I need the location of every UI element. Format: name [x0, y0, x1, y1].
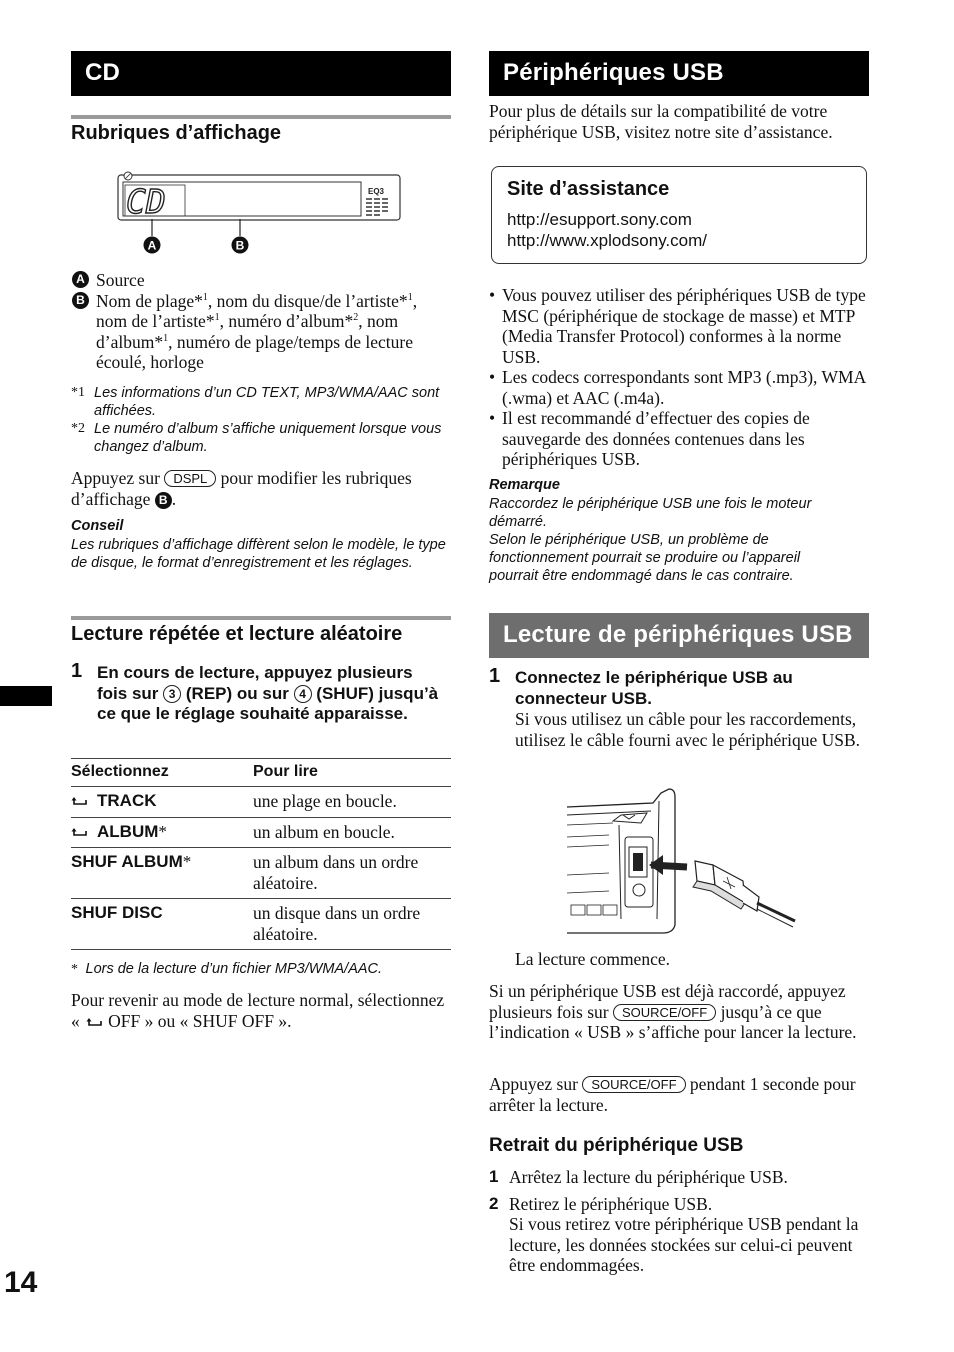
repeat-step-text: En cours de lecture, appuyez plusieurs fois sur 3 (REP) ou sur 4 (SHUF) jusqu’à ce que le réglage souhaité apparaisse.: [97, 663, 439, 723]
table-footnote: [71, 960, 451, 978]
footnote-2: [71, 420, 451, 456]
stop-playback-paragraph: Appuyez sur SOURCE/OFF pendant 1 seconde pour arrêter la lecture.: [489, 1074, 856, 1115]
row-label: ALBUM: [97, 821, 159, 841]
repeat-table: [71, 758, 451, 950]
removal-step-1-text: Arrêtez la lecture du périphérique USB.: [509, 1167, 788, 1187]
table-footnote-text: Lors de la lecture d’un fichier MP3/WMA/AAC.: [85, 961, 383, 977]
table-header-row: [71, 759, 451, 787]
source-off-key-2: SOURCE/OFF: [582, 1076, 685, 1093]
row-label: TRACK: [97, 791, 157, 810]
key-3: 3: [163, 685, 181, 703]
cd-title: CD: [85, 59, 121, 86]
press-pre: Appuyez sur: [71, 468, 160, 488]
row-desc: un disque dans un ordre aléatoire.: [253, 899, 451, 950]
connect-step-text: Si vous utilisez un câble pour les raccordements, utilisez le câble fourni avec le périphérique USB.: [515, 709, 861, 750]
list-item: • Les codecs correspondants sont MP3 (.mp3), WMA (.wma) et AAC (.m4a).: [489, 367, 874, 408]
row-label: SHUF ALBUM: [71, 852, 183, 871]
usb-title: Périphériques USB: [503, 59, 724, 86]
list-item: • Il est recommandé d’effectuer des copies de sauvegarde des données contenues dans les périphériques USB.: [489, 408, 874, 470]
display-segment-text: CD: [126, 182, 166, 221]
usb-bullet-list: [489, 285, 874, 470]
page-number: 14: [4, 1266, 38, 1299]
tip-title: Conseil: [71, 518, 124, 534]
table-row: [71, 848, 451, 899]
tip-text: Les rubriques d’affichage diffèrent selon le modèle, le type de disque, le format d’enregistrement et les réglages.: [71, 537, 446, 571]
badge-a: A: [72, 271, 89, 288]
removal-step-2-detail: Si vous retirez votre périphérique USB pendant la lecture, les données stockées sur celui-ci peuvent être endommagées.: [509, 1214, 859, 1275]
footnote-2-mark: *2: [71, 421, 85, 436]
playback-starts: La lecture commence.: [515, 949, 670, 969]
repeat-icon: [86, 1016, 104, 1028]
key-4: 4: [294, 685, 312, 703]
display-item-b: [71, 291, 451, 373]
section-rule: [71, 115, 451, 119]
display-item-a: [71, 270, 451, 291]
footnote-1-text: Les informations d’un CD TEXT, MP3/WMA/AAC sont affichées.: [94, 385, 440, 419]
callout-b: B: [235, 238, 245, 253]
display-items-list: [71, 270, 451, 373]
remark-text-2: Selon le périphérique USB, un problème de fonctionnement pourrait se produire ou l’appareil pourrait être endommagé dans le cas contraire.: [489, 532, 801, 584]
table-header-play: Pour lire: [253, 759, 451, 787]
remark-title: Remarque: [489, 477, 560, 493]
table-row: [71, 817, 451, 848]
badge-b: B: [72, 292, 89, 309]
cd-title-bar: [71, 51, 451, 96]
row-label: SHUF DISC: [71, 903, 163, 922]
removal-step-1: [489, 1167, 874, 1188]
removal-step-2: [489, 1194, 874, 1276]
repeat-heading: Lecture répétée et lecture aléatoire: [71, 623, 403, 645]
usb-playback-title: Lecture de périphériques USB: [503, 621, 853, 648]
connect-step-bold: Connectez le périphérique USB au connecteur USB.: [515, 668, 793, 708]
section-rule-2: [71, 616, 451, 620]
removal-step-2-number: 2: [489, 1193, 499, 1213]
edge-tab-marker: [0, 686, 52, 706]
display-item-a-text: Source: [96, 270, 145, 290]
removal-heading: Retrait du périphérique USB: [489, 1135, 744, 1156]
footnote-2-text: Le numéro d’album s’affiche uniquement lorsque vous changez d’album.: [94, 421, 442, 455]
row-desc: une plage en boucle.: [253, 787, 451, 818]
row-desc: un album dans un ordre aléatoire.: [253, 848, 451, 899]
footnote-1: [71, 384, 451, 420]
display-items-heading: Rubriques d’affichage: [71, 122, 282, 144]
callout-a: A: [147, 238, 157, 253]
return-normal-paragraph: Pour revenir au mode de lecture normal, sélectionnez « OFF » ou « SHUF OFF ».: [71, 990, 445, 1031]
press-dspl-paragraph: Appuyez sur DSPL pour modifier les rubriques d’affichage B .: [71, 468, 412, 509]
usb-title-bar: [489, 51, 869, 96]
removal-step-1-number: 1: [489, 1167, 499, 1186]
support-url-2[interactable]: http://www.xplodsony.com/: [507, 231, 707, 250]
source-off-key: SOURCE/OFF: [613, 1004, 716, 1021]
usb-playback-bar: [489, 613, 869, 658]
usb-connection-illustration: [563, 785, 803, 935]
press-post: pour modifier les rubriques d’affichage: [71, 468, 412, 509]
repeat-icon: [71, 795, 89, 807]
table-header-select: Sélectionnez: [71, 759, 253, 787]
support-title: Site d’assistance: [507, 178, 670, 200]
repeat-step-number: 1: [71, 660, 83, 682]
removal-step-2-text: Retirez le périphérique USB.: [509, 1193, 713, 1214]
table-footnote-mark: *: [71, 962, 78, 977]
already-connected-paragraph: Si un périphérique USB est déjà raccordé, appuyez plusieurs fois sur SOURCE/OFF jusqu’à ce que l’indication « USB » s’affiche pour lancer la lecture.: [489, 981, 857, 1042]
removal-steps: [489, 1167, 874, 1276]
display-item-b-text: Nom de plage*$^1$, nom du disque/de l’artiste*$^1$, nom de l’artiste*$^1$, numéro d’album*$^2$, nom d’album*$^1$, numéro de plage/temps de lecture écoulé, horloge: [96, 290, 418, 372]
row-star: *: [158, 821, 167, 841]
repeat-icon: [71, 826, 89, 838]
connect-step-number: 1: [489, 665, 501, 687]
svg-text:EQ3: EQ3: [368, 187, 385, 196]
dspl-key: DSPL: [164, 470, 216, 487]
row-desc: un album en boucle.: [253, 817, 451, 848]
support-site-box: [491, 166, 867, 264]
cd-display-illustration: [116, 170, 402, 255]
badge-b-inline: B: [155, 492, 172, 509]
row-star: *: [182, 852, 192, 871]
support-url-1[interactable]: http://esupport.sony.com: [507, 210, 692, 229]
footnote-1-mark: *1: [71, 385, 85, 400]
remark-text-1: Raccordez le périphérique USB une fois le moteur démarré.: [489, 496, 812, 530]
table-row: [71, 899, 451, 950]
display-footnotes: [71, 384, 451, 456]
table-row: [71, 787, 451, 818]
list-item: • Vous pouvez utiliser des périphériques USB de type MSC (périphérique de stockage de masse) et MTP (Media Transfer Protocol) conformes à la norme USB.: [489, 285, 874, 367]
usb-intro: Pour plus de détails sur la compatibilité de votre périphérique USB, visitez notre site d’assistance.: [489, 101, 833, 142]
